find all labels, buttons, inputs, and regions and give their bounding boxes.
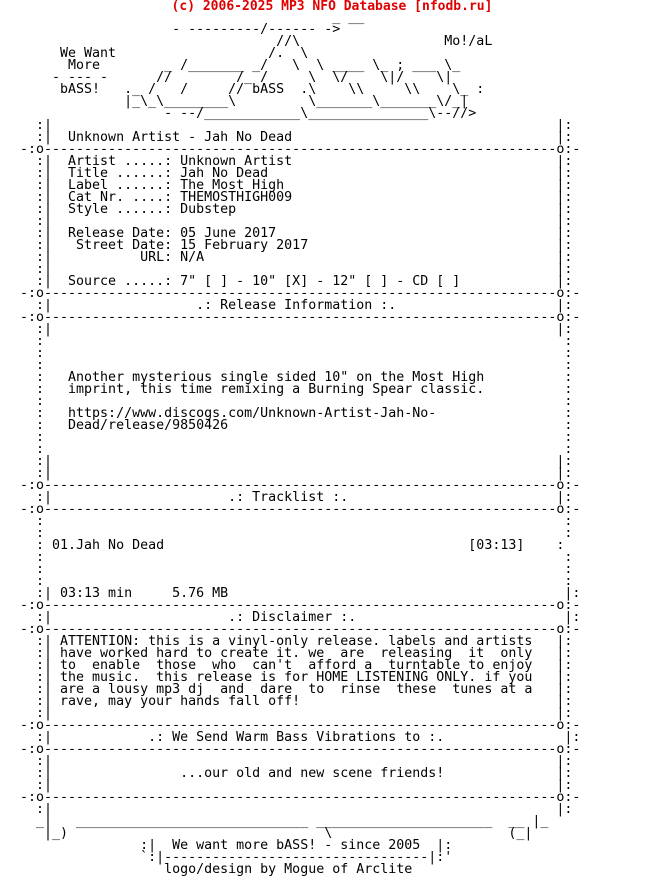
- site-credit-header: (c) 2006-2025 MP3 NFO Database [nfodb.ru]: [171, 0, 493, 14]
- nfo-text: _ __ - ---------/------ -> //\ Mo!/aL We Want /. \ More _ /_______ _/ \ \ ____ \_ ; ___ \_ - --- - // /_ / \ \/ \|/ \| bASS! ._ / / // bASS .\ \\ \\ \_ : |_\_\________\ \_______\_______\/_| - --/____________\_______________\--//> :| |: :| Unknown Artist - Jah No Dead |: -:o----------------------------------------------------------------o:- :| Artist .....: Unknown Artist |: :| Title ......: Jah No Dead |: :| Label ......: The Most High |: :| Cat Nr. ....: THEMOSTHIGH009 |: :| Style ......: Dubstep |: :| |: :| Release Date: 05 June 2017 |: :| Street Date: 15 February 2017 |: :| URL: N/A |: :| |: :| Source .....: 7" [ ] - 10" [X] - 12" [ ] - CD [ ] |: -:o----------------------------------------------------------------o:- :| .: Release Information :. |: -:o----------------------------------------------------------------o:- :| |: : : : : : : : Another mysterious single sided 10" on the Most High : : imprint, this time remixing a Burning Spear classic. : : : : https://www.discogs.com/Unknown-Artist-Jah-No- : : Dead/release/9850426 : : : : : :| |: :| |: -:o----------------------------------------------------------------o:- :| .: Tracklist :. |: -:o----------------------------------------------------------------o:- : : : : : 01.Jah No Dead [03:13] : : : : : : : :| 03:13 min 5.76 MB |: -:o----------------------------------------------------------------o:- :| .: Disclaimer :. |: -:o----------------------------------------------------------------o:- :| ATTENTION: this is a vinyl-only release. labels and artists |: :| have worked hard to create it. we are releasing it only |: :| to enable those who can't afford a turntable to enjoy |: :| the music. this release is for HOME LISTENING ONLY. if you |: :| are a lousy mp3 dj and dare to rinse these tunes at a |: :| rave, may your hands fall off! |: :| |: -:o----------------------------------------------------------------o:- :| .: We Send Warm Bass Vibrations to :. |: -:o----------------------------------------------------------------o:- :| |: :| ...our old and new scene friends! |: :| |: -:o----------------------------------------------------------------o:- :| |: _| _____________________________ ______________________ __ |_ |_) \ (_| :| We want more bASS! - since 2005 |: `:|---------------------------------|:' logo/design by Mogue of Arclite: [20, 10, 581, 877]
